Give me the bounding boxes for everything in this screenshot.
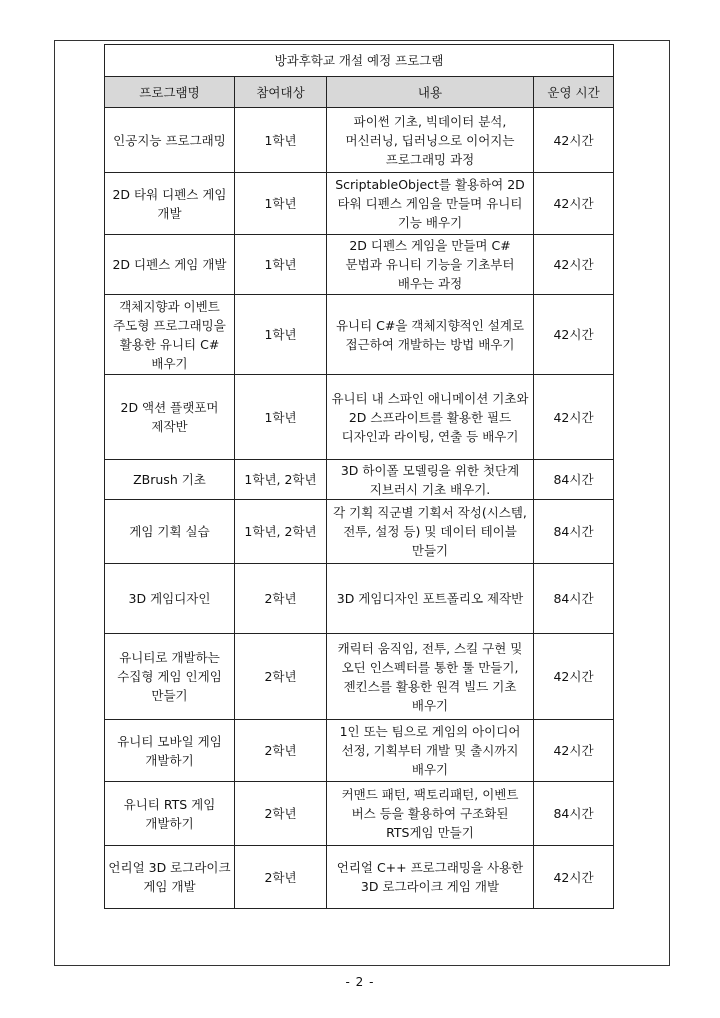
table-row xyxy=(105,173,614,235)
program-table xyxy=(104,44,614,909)
table-row xyxy=(105,108,614,173)
program-hours: 42시간 xyxy=(534,295,614,375)
program-content: 3D 하이폴 모델링을 위한 첫단계 지브러시 기초 배우기. xyxy=(327,460,534,500)
program-content: 파이썬 기초, 빅데이터 분석, 머신러닝, 딥러닝으로 이어지는 프로그래밍 과정 xyxy=(327,108,534,173)
header-hours: 운영 시간 xyxy=(534,77,614,108)
program-name: 객체지향과 이벤트 주도형 프로그래밍을 활용한 유니티 C# 배우기 xyxy=(105,295,235,375)
program-content: 커맨드 패턴, 팩토리패턴, 이벤트 버스 등을 활용하여 구조화된 RTS게임 만들기 xyxy=(327,782,534,846)
program-name: 게임 기획 실습 xyxy=(105,500,235,564)
program-target: 2학년 xyxy=(235,782,327,846)
program-name: 2D 타워 디펜스 게임 개발 xyxy=(105,173,235,235)
program-hours: 84시간 xyxy=(534,500,614,564)
program-hours: 42시간 xyxy=(534,846,614,909)
program-target: 1학년, 2학년 xyxy=(235,500,327,564)
program-name: 3D 게임디자인 xyxy=(105,564,235,634)
table-row xyxy=(105,782,614,846)
program-name: 2D 디펜스 게임 개발 xyxy=(105,235,235,295)
table-title: 방과후학교 개설 예정 프로그램 xyxy=(105,45,614,77)
program-content: 1인 또는 팀으로 게임의 아이디어 선정, 기획부터 개발 및 출시까지 배우기 xyxy=(327,720,534,782)
table-row xyxy=(105,235,614,295)
program-content: 언리얼 C++ 프로그래밍을 사용한 3D 로그라이크 게임 개발 xyxy=(327,846,534,909)
table-row xyxy=(105,500,614,564)
page-number: - 2 - xyxy=(345,975,375,989)
table-header-row xyxy=(105,77,614,108)
table-title-row xyxy=(105,45,614,77)
program-target: 1학년 xyxy=(235,235,327,295)
program-target: 1학년 xyxy=(235,108,327,173)
program-content: 각 기획 직군별 기획서 작성(시스템, 전투, 설정 등) 및 데이터 테이블 만들기 xyxy=(327,500,534,564)
table-row xyxy=(105,634,614,720)
program-hours: 84시간 xyxy=(534,460,614,500)
header-content: 내용 xyxy=(327,77,534,108)
program-hours: 42시간 xyxy=(534,720,614,782)
program-target: 1학년 xyxy=(235,295,327,375)
table-row xyxy=(105,375,614,460)
program-hours: 42시간 xyxy=(534,108,614,173)
program-content: 유니티 C#을 객체지향적인 설계로 접근하여 개발하는 방법 배우기 xyxy=(327,295,534,375)
table-row xyxy=(105,564,614,634)
table-row xyxy=(105,720,614,782)
program-target: 2학년 xyxy=(235,564,327,634)
program-hours: 42시간 xyxy=(534,173,614,235)
program-content: 캐릭터 움직임, 전투, 스킬 구현 및 오딘 인스펙터를 통한 툴 만들기, 젠킨스를 활용한 원격 빌드 기초 배우기 xyxy=(327,634,534,720)
program-target: 1학년, 2학년 xyxy=(235,460,327,500)
program-hours: 84시간 xyxy=(534,782,614,846)
program-hours: 42시간 xyxy=(534,375,614,460)
header-target: 참여대상 xyxy=(235,77,327,108)
program-target: 2학년 xyxy=(235,634,327,720)
program-content: 유니티 내 스파인 애니메이션 기초와 2D 스프라이트를 활용한 필드 디자인과 라이팅, 연출 등 배우기 xyxy=(327,375,534,460)
table-row xyxy=(105,846,614,909)
program-target: 2학년 xyxy=(235,720,327,782)
program-content: 2D 디펜스 게임을 만들며 C# 문법과 유니티 기능을 기초부터 배우는 과정 xyxy=(327,235,534,295)
program-target: 1학년 xyxy=(235,173,327,235)
program-target: 2학년 xyxy=(235,846,327,909)
program-hours: 84시간 xyxy=(534,564,614,634)
program-name: 인공지능 프로그래밍 xyxy=(105,108,235,173)
program-name: 언리얼 3D 로그라이크 게임 개발 xyxy=(105,846,235,909)
program-name: ZBrush 기초 xyxy=(105,460,235,500)
program-name: 유니티 모바일 게임 개발하기 xyxy=(105,720,235,782)
header-program-name: 프로그램명 xyxy=(105,77,235,108)
program-content: 3D 게임디자인 포트폴리오 제작반 xyxy=(327,564,534,634)
program-hours: 42시간 xyxy=(534,235,614,295)
program-name: 2D 액션 플랫포머 제작반 xyxy=(105,375,235,460)
program-content: ScriptableObject를 활용하여 2D 타워 디펜스 게임을 만들며 유니티 기능 배우기 xyxy=(327,173,534,235)
table-row xyxy=(105,295,614,375)
program-target: 1학년 xyxy=(235,375,327,460)
program-name: 유니티로 개발하는 수집형 게임 인게임 만들기 xyxy=(105,634,235,720)
program-name: 유니티 RTS 게임 개발하기 xyxy=(105,782,235,846)
program-hours: 42시간 xyxy=(534,634,614,720)
table-row xyxy=(105,460,614,500)
